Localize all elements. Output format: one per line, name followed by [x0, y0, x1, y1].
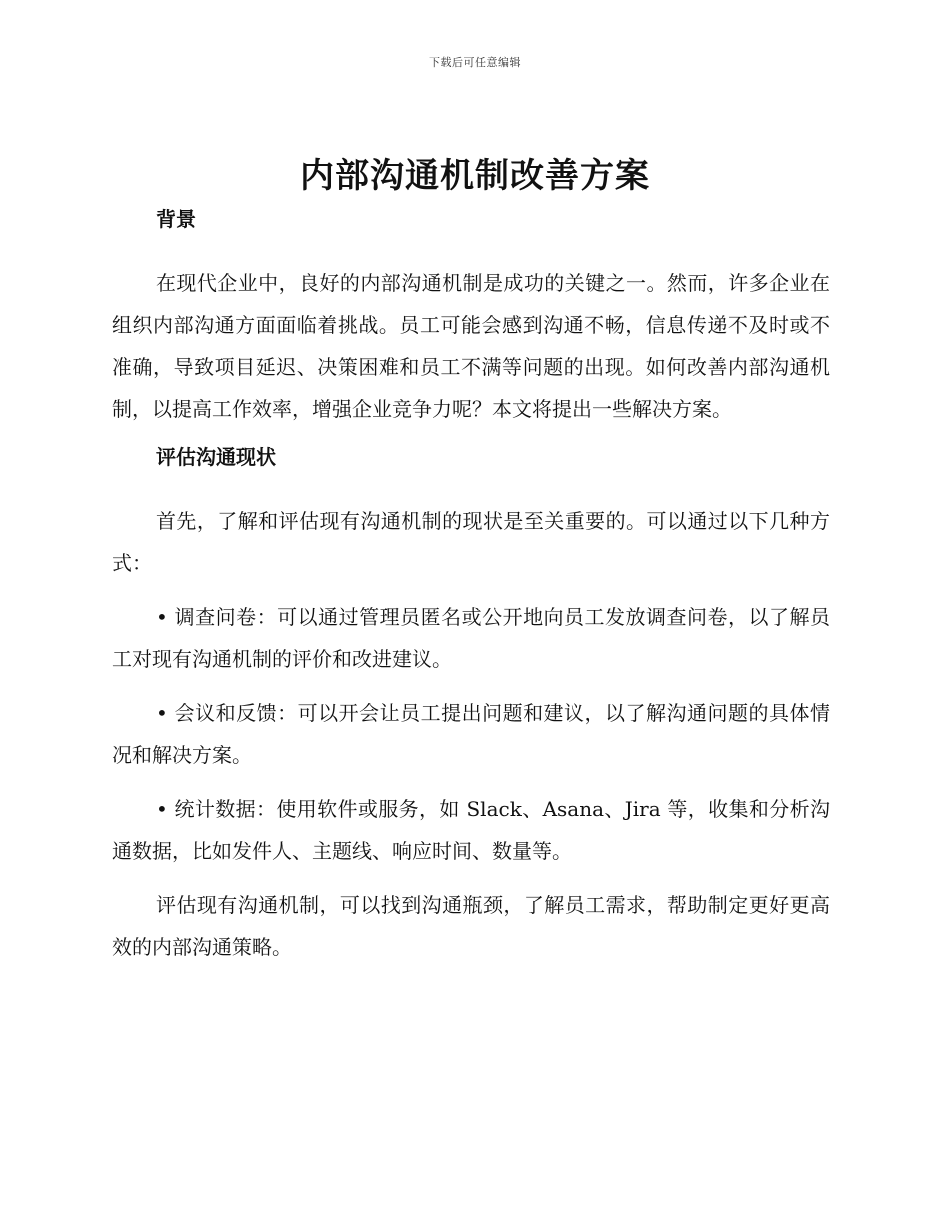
bullet-item-statistics: • 统计数据：使用软件或服务，如 Slack、Asana、Jira 等，收集和分析沟通数据，比如发件人、主题线、响应时间、数量等。 [112, 797, 830, 863]
document-title: 内部沟通机制改善方案 [300, 156, 650, 196]
section-heading-assessment: 评估沟通现状 [156, 445, 276, 469]
paragraph-assessment-intro: 首先，了解和评估现有沟通机制的现状是至关重要的。可以通过以下几种方式： [112, 509, 830, 575]
paragraph-assessment-conclusion: 评估现有沟通机制，可以找到沟通瓶颈，了解员工需求，帮助制定更好更高效的内部沟通策略。 [112, 893, 830, 959]
bullet-item-survey: • 调查问卷：可以通过管理员匿名或公开地向员工发放调查问卷，以了解员工对现有沟通机制的评价和改进建议。 [112, 605, 830, 671]
page-header-note: 下载后可任意编辑 [429, 56, 521, 69]
paragraph-background: 在现代企业中，良好的内部沟通机制是成功的关键之一。然而，许多企业在组织内部沟通方面面临着挑战。员工可能会感到沟通不畅，信息传递不及时或不准确，导致项目延迟、决策困难和员工不满等问题的出现。如何改善内部沟通机制，以提高工作效率，增强企业竞争力呢？本文将提出一些解决方案。 [112, 271, 830, 421]
bullet-item-meetings: • 会议和反馈：可以开会让员工提出问题和建议，以了解沟通问题的具体情况和解决方案。 [112, 701, 830, 767]
document-body [112, 204, 830, 980]
section-heading-background: 背景 [156, 207, 196, 231]
